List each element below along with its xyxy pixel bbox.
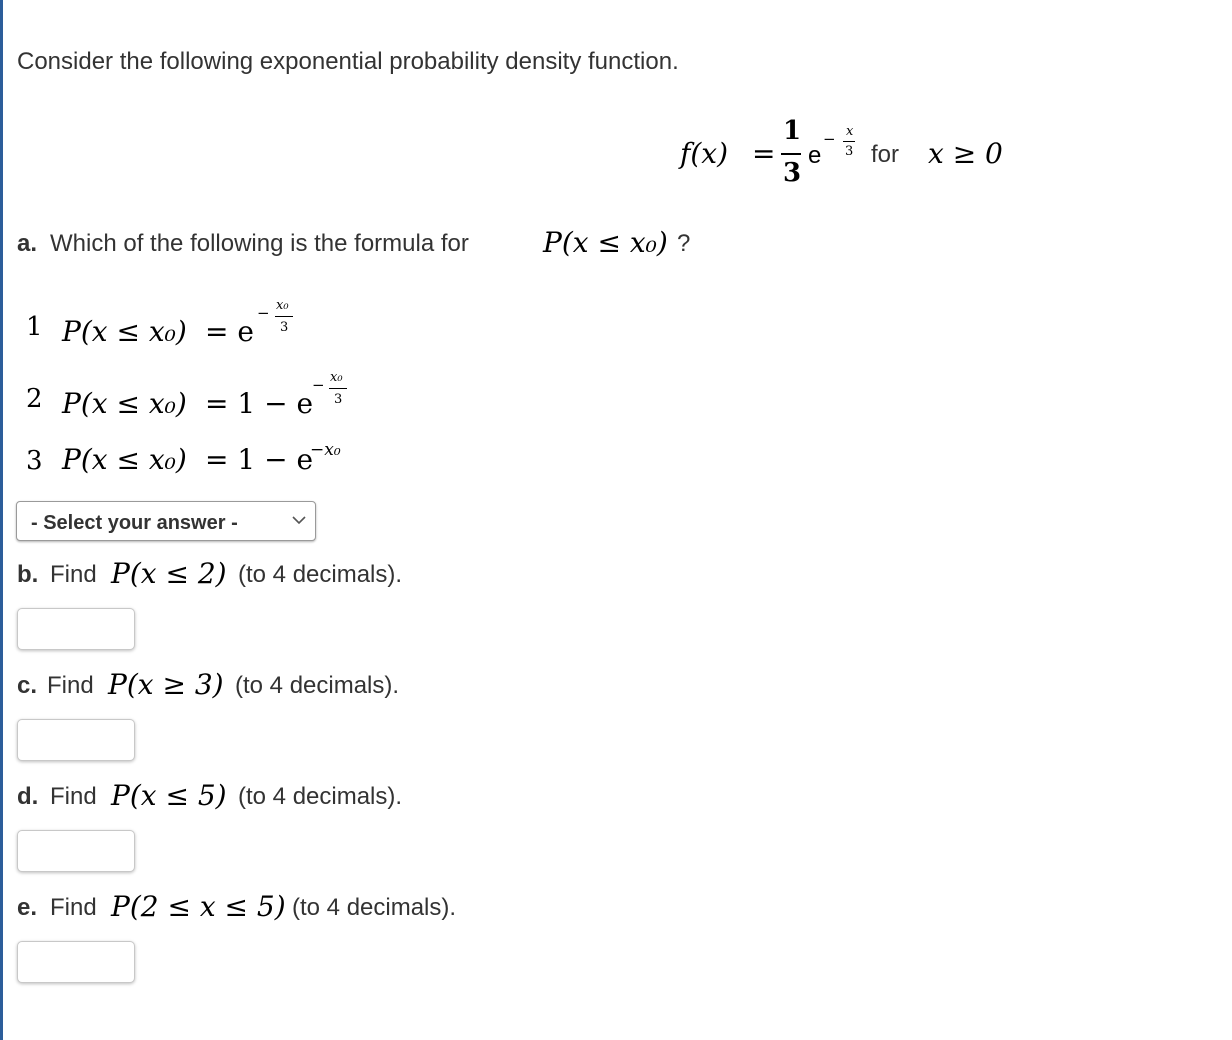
option-exp: −x₀ <box>310 440 341 460</box>
pdf-exp-den: 3 <box>845 144 854 159</box>
option-rhs: = 1 − e <box>205 387 314 420</box>
part-e-find: Find <box>50 894 97 921</box>
option-number: 2 <box>26 384 43 414</box>
option-exp-minus: − <box>312 376 325 394</box>
part-c-find: Find <box>47 672 94 699</box>
option-lhs: P(x ≤ x₀) <box>62 387 187 420</box>
pdf-numerator: 1 <box>783 116 802 146</box>
part-b-suffix: (to 4 decimals). <box>238 561 403 588</box>
option-exp-fraction-line <box>329 388 347 389</box>
pdf-exp-fraction-line <box>843 141 855 142</box>
option-exp-den: 3 <box>280 320 289 335</box>
part-a-qmark: ? <box>677 230 691 257</box>
part-b-label: b. <box>17 561 39 588</box>
part-c-suffix: (to 4 decimals). <box>235 672 400 699</box>
part-c-answer-input[interactable] <box>17 719 135 761</box>
part-e-answer-input[interactable] <box>17 941 135 983</box>
part-a-label: a. <box>17 230 38 257</box>
option-number: 1 <box>26 312 43 342</box>
option-exp-minus: − <box>257 304 270 322</box>
pdf-lhs: f(x) <box>680 137 729 170</box>
part-d-label: d. <box>17 783 39 810</box>
pdf-denominator: 3 <box>783 158 802 188</box>
part-d-answer-input[interactable] <box>17 830 135 872</box>
part-c-expr: P(x ≥ 3) <box>108 668 224 701</box>
pdf-base: e <box>808 142 822 169</box>
pdf-exp-minus: − <box>823 130 836 148</box>
part-b-answer-input[interactable] <box>17 608 135 650</box>
select-value: - Select your answer - <box>31 512 238 534</box>
option-exp-den: 3 <box>334 392 343 407</box>
option-number: 3 <box>26 446 43 476</box>
part-e-label: e. <box>17 894 38 921</box>
pdf-fraction-line <box>781 153 801 155</box>
option-exp-num: x₀ <box>330 370 343 385</box>
part-e-expr: P(2 ≤ x ≤ 5) <box>111 890 286 923</box>
chevron-down-icon <box>291 514 307 526</box>
left-border <box>0 0 3 1040</box>
pdf-for-word: for <box>871 141 900 168</box>
option-rhs: = e <box>205 315 254 348</box>
option-lhs: P(x ≤ x₀) <box>62 315 187 348</box>
part-e-suffix: (to 4 decimals). <box>292 894 457 921</box>
part-b-expr: P(x ≤ 2) <box>111 557 227 590</box>
answer-select[interactable] <box>16 501 316 541</box>
option-exp-fraction-line <box>275 316 293 317</box>
part-c-label: c. <box>17 672 38 699</box>
pdf-exp-num: x <box>846 124 854 139</box>
intro-text: Consider the following exponential probability density function. <box>17 48 679 75</box>
part-d-expr: P(x ≤ 5) <box>111 779 227 812</box>
part-d-find: Find <box>50 783 97 810</box>
pdf-domain: x ≥ 0 <box>928 137 1003 170</box>
part-a-text: Which of the following is the formula for <box>50 230 469 257</box>
option-exp-num: x₀ <box>276 298 289 313</box>
part-d-suffix: (to 4 decimals). <box>238 783 403 810</box>
option-lhs: P(x ≤ x₀) <box>62 443 187 476</box>
pdf-equals: = <box>752 137 776 170</box>
part-a-expr: P(x ≤ x₀) <box>543 226 668 259</box>
part-b-find: Find <box>50 561 97 588</box>
option-rhs: = 1 − e <box>205 443 314 476</box>
